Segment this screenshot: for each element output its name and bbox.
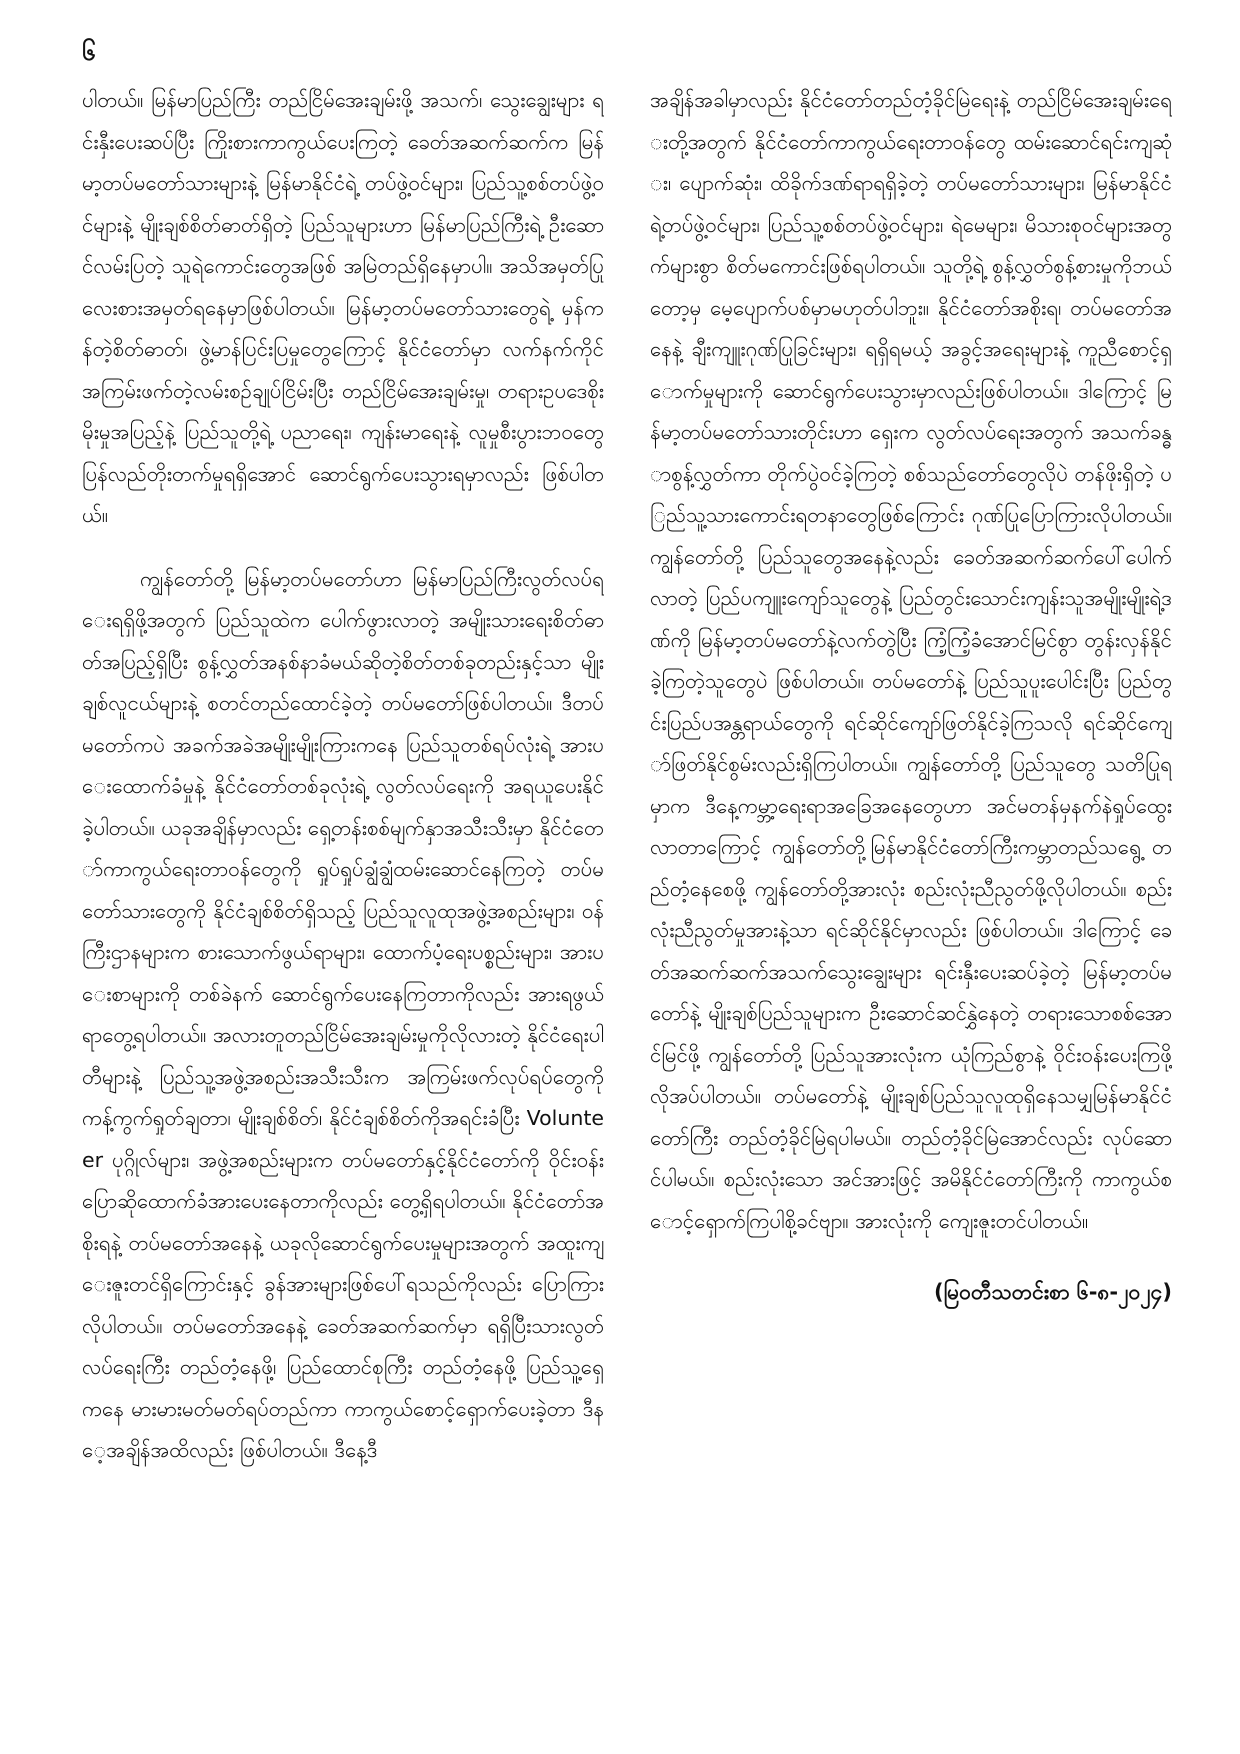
right-column [650, 80, 1172, 1580]
paragraph: ပါတယ်။ မြန်မာပြည်ကြီး တည်ငြိမ်အေးချမ်းဖို့ အသက်၊ သွေးချွေးများ ရင်းနှီးပေးဆပ်ပြီး ကြိုးစားကာကွယ်ပေးကြတဲ့ ခေတ်အဆက်ဆက်က မြန်မာ့တပ်မတော်သားများနဲ့ မြန်မာနိုင်ငံရဲ့ တပ်ဖွဲ့ဝင်များ၊ ပြည်သူ့စစ်တပ်ဖွဲ့ဝင်များနဲ့ မျိုးချစ်စိတ်ဓာတ်ရှိတဲ့ ပြည်သူများဟာ မြန်မာပြည်ကြီးရဲ့ ဦးဆောင်လမ်းပြတဲ့ သူရဲကောင်းတွေအဖြစ် အမြဲတည်ရှိနေမှာပါ။ အသိအမှတ်ပြုလေးစားအမှတ်ရနေမှာဖြစ်ပါတယ်။ မြန်မာ့တပ်မတော်သားတွေရဲ့ မှန်ကန်တဲ့စိတ်ဓာတ်၊ ဖွဲ့မာန်ပြင်းပြမှုတွေကြောင့် နိုင်ငံတော်မှာ လက်နက်ကိုင်အကြမ်းဖက်တဲ့လမ်းစဉ်ချုပ်ငြိမ်းပြီး တည်ငြိမ်အေးချမ်းမှု၊ တရားဥပဒေစိုးမိုးမှုအပြည့်နဲ့ ပြည်သူတို့ရဲ့ ပညာရေး၊ ကျန်းမာရေးနဲ့ လူမှုစီးပွားဘဝတွေ ပြန်လည်တိုးတက်မှုရရှိအောင် ဆောင်ရွက်ပေးသွားရမှာလည်း ဖြစ်ပါတယ်။ [82, 88, 604, 527]
paragraph: ကျွန်တော်တို့ မြန်မာ့တပ်မတော်ဟာ မြန်မာပြည်ကြီးလွတ်လပ်ရေးရရှိဖို့အတွက် ပြည်သူထဲက ပေါက်ဖွားလာတဲ့ အမျိုးသားရေးစိတ်ဓာတ်အပြည့်ရှိပြီး စွန့်လွှတ်အနစ်နာခံမယ်ဆိုတဲ့စိတ်တစ်ခုတည်းနှင့်သာ မျိုးချစ်လူငယ်များနဲ့ စတင်တည်ထောင်ခဲ့တဲ့ တပ်မတော်ဖြစ်ပါတယ်။ ဒီတပ်မတော်ကပဲ အခက်အခဲအမျိုးမျိုးကြားကနေ ပြည်သူတစ်ရပ်လုံးရဲ့ အားပေးထောက်ခံမှုနဲ့ နိုင်ငံတော်တစ်ခုလုံးရဲ့ လွတ်လပ်ရေးကို အရယူပေးနိုင်ခဲ့ပါတယ်။ ယခုအချိန်မှာလည်း ရှေ့တန်းစစ်မျက်နှာအသီးသီးမှာ နိုင်ငံတော်ကာကွယ်ရေးတာဝန်တွေကို ရှုပ်ရှုပ်ချွံချွံထမ်းဆောင်နေကြတဲ့ တပ်မတော်သားတွေကို နိုင်ငံချစ်စိတ်ရှိသည့် ပြည်သူလူထုအဖွဲ့အစည်းများ၊ ဝန်ကြီးဌာနများက စားသောက်ဖွယ်ရာများ၊ ထောက်ပံ့ရေးပစ္စည်းများ၊ အားပေးစာများကို တစ်ခဲနက် ဆောင်ရွက်ပေးနေကြတာကိုလည်း အားရဖွယ်ရာတွေ့ရပါတယ်။ အလားတူတည်ငြိမ်အေးချမ်းမှုကိုလိုလားတဲ့ နိုင်ငံရေးပါတီများနဲ့ ပြည်သူ့အဖွဲ့အစည်းအသီးသီးက အကြမ်းဖက်လုပ်ရပ်တွေကို ကန့်ကွက်ရှုတ်ချတာ၊ မျိုးချစ်စိတ်၊ နိုင်ငံချစ်စိတ်ကိုအရင်းခံပြီး Volunteer ပုဂ္ဂိုလ်များ၊ အဖွဲ့အစည်းများက တပ်မတော်နှင့်နိုင်ငံတော်ကို ဝိုင်းဝန်းပြောဆိုထောက်ခံအားပေးနေတာကိုလည်း တွေ့ရှိရပါတယ်။ နိုင်ငံတော်အစိုးရနဲ့ တပ်မတော်အနေနဲ့ ယခုလိုဆောင်ရွက်ပေးမှုများအတွက် အထူးကျေးဇူးတင်ရှိကြောင်းနှင့် ခွန်အားများဖြစ်ပေါ်ရသည်ကိုလည်း ပြောကြားလိုပါတယ်။ တပ်မတော်အနေနဲ့ ခေတ်အဆက်ဆက်မှာ ရရှိပြီးသားလွတ်လပ်ရေးကြီး တည်တံ့နေဖို့၊ ပြည်ထောင်စုကြီး တည်တံ့နေဖို့ ပြည်သူ့ရှေ့ကနေ မားမားမတ်မတ်ရပ်တည်ကာ ကာကွယ်စောင့်ရှောက်ပေးခဲ့တာ ဒီနေ့အချိန်အထိလည်း ဖြစ်ပါတယ်။ ဒီနေ့ဒီ [82, 566, 604, 1462]
page-number: ၆ [82, 38, 96, 66]
left-column [82, 80, 604, 1730]
paragraph: အချိန်အခါမှာလည်း နိုင်ငံတော်တည်တံ့ခိုင်မြဲရေးနဲ့ တည်ငြိမ်အေးချမ်းရေးတို့အတွက် နိုင်ငံတော်ကာကွယ်ရေးတာဝန်တွေ ထမ်းဆောင်ရင်းကျဆုံး၊ ပျောက်ဆုံး၊ ထိခိုက်ဒဏ်ရာရရှိခဲ့တဲ့ တပ်မတော်သားများ၊ မြန်မာနိုင်ငံရဲ့တပ်ဖွဲ့ဝင်များ၊ ပြည်သူ့စစ်တပ်ဖွဲ့ဝင်များ၊ ရဲမေများ၊ မိသားစုဝင်များအတွက်များစွာ စိတ်မကောင်းဖြစ်ရပါတယ်။ သူတို့ရဲ့ စွန့်လွှတ်စွန့်စားမှုကိုဘယ်တော့မှ မေ့ပျောက်ပစ်မှာမဟုတ်ပါဘူး။ နိုင်ငံတော်အစိုးရ၊ တပ်မတော်အနေနဲ့ ချီးကျူးဂုဏ်ပြုခြင်းများ၊ ရရှိရမယ့် အခွင့်အရေးများနဲ့ ကူညီစောင့်ရှောက်မှုများကို ဆောင်ရွက်ပေးသွားမှာလည်းဖြစ်ပါတယ်။ ဒါကြောင့် မြန်မာ့တပ်မတော်သားတိုင်းဟာ ရှေးက လွတ်လပ်ရေးအတွက် အသက်ခန္ဓာစွန့်လွှတ်ကာ တိုက်ပွဲဝင်ခဲ့ကြတဲ့ စစ်သည်တော်တွေလိုပဲ တန်ဖိုးရှိတဲ့ ပြည်သူ့သားကောင်းရတနာတွေဖြစ်ကြောင်း ဂုဏ်ပြုပြောကြားလိုပါတယ်။ ကျွန်တော်တို့ ပြည်သူတွေအနေနဲ့လည်း ခေတ်အဆက်ဆက်ပေါ်ပေါက်လာတဲ့ ပြည်ပကျူးကျော်သူတွေနဲ့ ပြည်တွင်းသောင်းကျန်းသူအမျိုးမျိုးရဲ့ဒဏ်ကို မြန်မာ့တပ်မတော်နဲ့လက်တွဲပြီး ကြံ့ကြံ့ခံအောင်မြင်စွာ တွန်းလှန်နိုင်ခဲ့ကြတဲ့သူတွေပဲ ဖြစ်ပါတယ်။ တပ်မတော်နဲ့ ပြည်သူပူးပေါင်းပြီး ပြည်တွင်းပြည်ပအန္တရာယ်တွေကို ရင်ဆိုင်ကျော်ဖြတ်နိုင်ခဲ့ကြသလို ရင်ဆိုင်ကျော်ဖြတ်နိုင်စွမ်းလည်းရှိကြပါတယ်။ ကျွန်တော်တို့ ပြည်သူတွေ သတိပြုရမှာက ဒီနေ့ကမ္ဘာ့ရေးရာအခြေအနေတွေဟာ အင်မတန်မှနက်နဲရှုပ်ထွေးလာတာကြောင့် ကျွန်တော်တို့မြန်မာနိုင်ငံတော်ကြီးကမ္ဘာတည်သရွေ့ တည်တံ့နေစေဖို့ ကျွန်တော်တို့အားလုံး စည်းလုံးညီညွတ်ဖို့လိုပါတယ်။ စည်းလုံးညီညွတ်မှုအားနဲ့သာ ရင်ဆိုင်နိုင်မှာလည်း ဖြစ်ပါတယ်။ ဒါကြောင့် ခေတ်အဆက်ဆက်အသက်သွေးချွေးများ ရင်းနှီးပေးဆပ်ခဲ့တဲ့ မြန်မာ့တပ်မတော်နဲ့ မျိုးချစ်ပြည်သူများက ဦးဆောင်ဆင်နွှဲနေတဲ့ တရားသောစစ်အောင်မြင်ဖို့ ကျွန်တော်တို့ ပြည်သူအားလုံးက ယုံကြည်စွာနဲ့ ဝိုင်းဝန်းပေးကြဖို့လိုအပ်ပါတယ်။ တပ်မတော်နဲ့ မျိုးချစ်ပြည်သူလူထုရှိနေသမျှမြန်မာနိုင်ငံတော်ကြီး တည်တံ့ခိုင်မြဲရပါမယ်။ တည်တံ့ခိုင်မြဲအောင်လည်း လုပ်ဆောင်ပါမယ်။ စည်းလုံးသော အင်အားဖြင့် အမိနိုင်ငံတော်ကြီးကို ကာကွယ်စောင့်ရှောက်ကြပါစို့ခင်ဗျာ။ အားလုံးကို ကျေးဇူးတင်ပါတယ်။ [650, 88, 1172, 1233]
source-citation: (မြဝတီသတင်းစာ ၆-၈-၂၀၂၄) [934, 1280, 1172, 1304]
